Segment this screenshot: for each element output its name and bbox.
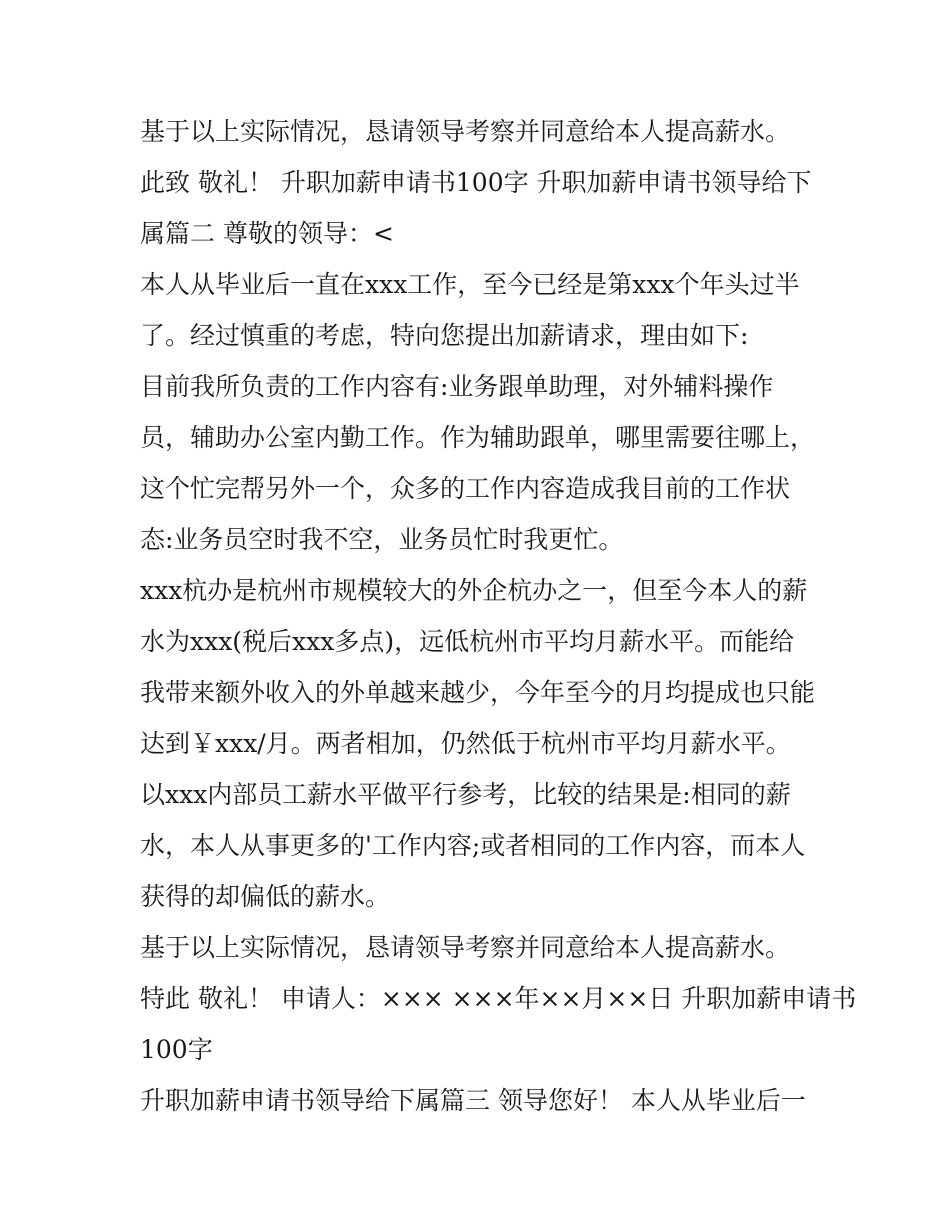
text-line: 本人从毕业后一直在xxx工作，至今已经是第xxx个年头过半: [140, 270, 800, 299]
text-line: xxx杭办是杭州市规模较大的外企杭办之一，但至今本人的薪: [140, 576, 808, 605]
text-line: 水为xxx(税后xxx多点)，远低杭州市平均月薪水平。而能给: [140, 627, 795, 656]
text-line: 了。经过慎重的考虑，特向您提出加薪请求，理由如下:: [140, 321, 749, 350]
text-line: 员，辅助办公室内勤工作。作为辅助跟单，哪里需要往哪上，: [140, 423, 816, 452]
document-body: [140, 106, 857, 1126]
text-line: 我带来额外收入的外单越来越少，今年至今的月均提成也只能: [140, 678, 816, 707]
text-line: 100字: [140, 1035, 213, 1064]
text-line: 升职加薪申请书领导给下属篇三 领导您好！ 本人从毕业后一: [140, 1086, 806, 1115]
text-line: 特此 敬礼！ 申请人：××× ×××年××月××日 升职加薪申请书: [140, 984, 857, 1013]
text-line: 获得的却偏低的薪水。: [140, 882, 391, 911]
text-line: 态:业务员空时我不空，业务员忙时我更忙。: [140, 525, 624, 554]
text-line: 基于以上实际情况，恳请领导考察并同意给本人提高薪水。: [140, 933, 791, 962]
text-line: 达到￥xxx/月。两者相加，仍然低于杭州市平均月薪水平。: [140, 729, 791, 758]
text-line: 以xxx内部员工薪水平做平行参考，比较的结果是:相同的薪: [140, 780, 791, 809]
text-line: 这个忙完帮另外一个，众多的工作内容造成我目前的工作状: [140, 474, 791, 503]
text-line: 基于以上实际情况，恳请领导考察并同意给本人提高薪水。: [140, 117, 791, 146]
text-line: 属篇二 尊敬的领导：<: [140, 219, 394, 248]
text-line: 此致 敬礼！ 升职加薪申请书100字 升职加薪申请书领导给下: [140, 168, 812, 197]
text-line: 目前我所负责的工作内容有:业务跟单助理，对外辅料操作: [140, 372, 774, 401]
text-line: 水，本人从事更多的'工作内容;或者相同的工作内容，而本人: [140, 831, 806, 860]
